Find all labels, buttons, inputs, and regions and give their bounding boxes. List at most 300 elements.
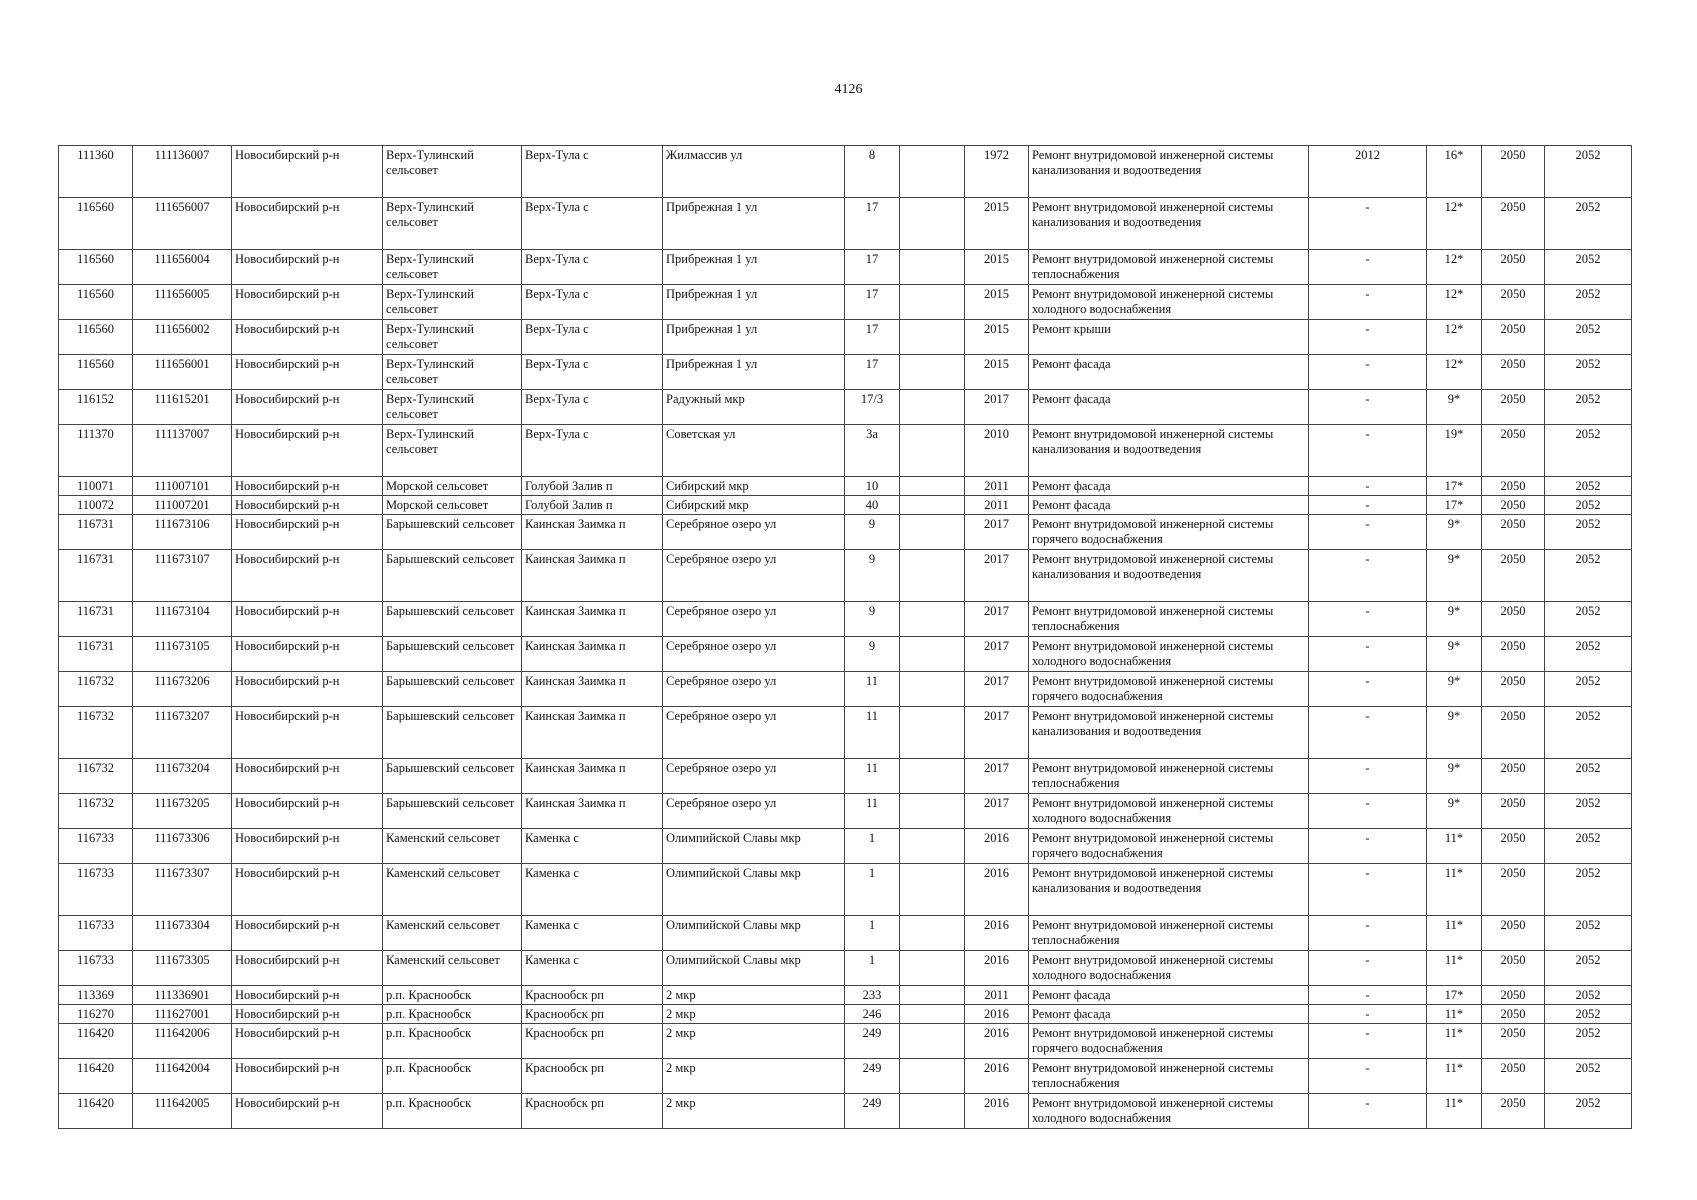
- cell-object-code: 111673305: [133, 951, 232, 986]
- cell-settlement: Верх-Тула с: [522, 390, 663, 425]
- repair-register-table: [58, 145, 1632, 1129]
- cell-building-part: [900, 250, 965, 285]
- cell-last-repair-year: -: [1309, 425, 1427, 477]
- cell-street: Прибрежная 1 ул: [663, 198, 845, 250]
- cell-wear-value: 17*: [1427, 477, 1482, 496]
- cell-settlement: Краснообск рп: [522, 1024, 663, 1059]
- cell-building-part: [900, 146, 965, 198]
- table-row: [59, 986, 1632, 1005]
- cell-wear-value: 11*: [1427, 1024, 1482, 1059]
- cell-district: Новосибирский р-н: [232, 1059, 383, 1094]
- cell-plan-start-year: 2050: [1482, 864, 1545, 916]
- page-number: 4126: [834, 82, 863, 97]
- cell-last-repair-year: -: [1309, 672, 1427, 707]
- cell-work-type: Ремонт внутридомовой инженерной системы холодного водоснабжения: [1029, 1094, 1309, 1129]
- cell-street: Серебряное озеро ул: [663, 550, 845, 602]
- cell-plan-start-year: 2050: [1482, 355, 1545, 390]
- cell-record-id: 111360: [59, 146, 133, 198]
- cell-wear-value: 12*: [1427, 198, 1482, 250]
- cell-build-year: 2016: [965, 864, 1029, 916]
- cell-record-id: 116732: [59, 759, 133, 794]
- cell-settlement: Верх-Тула с: [522, 146, 663, 198]
- cell-wear-value: 17*: [1427, 496, 1482, 515]
- cell-last-repair-year: -: [1309, 759, 1427, 794]
- cell-plan-start-year: 2050: [1482, 146, 1545, 198]
- cell-house-number: 9: [845, 637, 900, 672]
- cell-settlement: Каменка с: [522, 829, 663, 864]
- cell-plan-end-year: 2052: [1545, 707, 1632, 759]
- cell-plan-start-year: 2050: [1482, 477, 1545, 496]
- cell-record-id: 116731: [59, 550, 133, 602]
- cell-object-code: 111642006: [133, 1024, 232, 1059]
- cell-build-year: 2017: [965, 794, 1029, 829]
- cell-work-type: Ремонт фасада: [1029, 477, 1309, 496]
- cell-build-year: 2016: [965, 829, 1029, 864]
- cell-last-repair-year: -: [1309, 198, 1427, 250]
- table-row: [59, 198, 1632, 250]
- cell-record-id: 116732: [59, 794, 133, 829]
- cell-record-id: 116732: [59, 672, 133, 707]
- table-row: [59, 1059, 1632, 1094]
- cell-record-id: 116560: [59, 198, 133, 250]
- cell-object-code: 111656005: [133, 285, 232, 320]
- cell-building-part: [900, 285, 965, 320]
- cell-street: Серебряное озеро ул: [663, 515, 845, 550]
- table-row: [59, 1024, 1632, 1059]
- cell-settlement: Верх-Тула с: [522, 250, 663, 285]
- cell-plan-start-year: 2050: [1482, 602, 1545, 637]
- cell-record-id: 116731: [59, 602, 133, 637]
- cell-settlement: Голубой Залив п: [522, 496, 663, 515]
- cell-object-code: 111656004: [133, 250, 232, 285]
- cell-plan-start-year: 2050: [1482, 707, 1545, 759]
- cell-wear-value: 9*: [1427, 515, 1482, 550]
- cell-district: Новосибирский р-н: [232, 794, 383, 829]
- cell-district: Новосибирский р-н: [232, 602, 383, 637]
- cell-street: 2 мкр: [663, 1059, 845, 1094]
- cell-settlement: Краснообск рп: [522, 986, 663, 1005]
- cell-build-year: 2011: [965, 986, 1029, 1005]
- cell-street: Прибрежная 1 ул: [663, 355, 845, 390]
- cell-wear-value: 11*: [1427, 1005, 1482, 1024]
- cell-street: Сибирский мкр: [663, 496, 845, 515]
- cell-building-part: [900, 477, 965, 496]
- cell-work-type: Ремонт внутридомовой инженерной системы канализования и водоотведения: [1029, 146, 1309, 198]
- cell-object-code: 111673306: [133, 829, 232, 864]
- cell-work-type: Ремонт внутридомовой инженерной системы канализования и водоотведения: [1029, 707, 1309, 759]
- cell-municipality: Каменский сельсовет: [383, 916, 522, 951]
- cell-street: Олимпийской Славы мкр: [663, 864, 845, 916]
- cell-street: 2 мкр: [663, 1024, 845, 1059]
- cell-municipality: Морской сельсовет: [383, 496, 522, 515]
- cell-settlement: Краснообск рп: [522, 1005, 663, 1024]
- cell-plan-end-year: 2052: [1545, 285, 1632, 320]
- cell-object-code: 111673106: [133, 515, 232, 550]
- cell-plan-end-year: 2052: [1545, 829, 1632, 864]
- cell-building-part: [900, 602, 965, 637]
- cell-work-type: Ремонт крыши: [1029, 320, 1309, 355]
- cell-plan-end-year: 2052: [1545, 602, 1632, 637]
- cell-object-code: 111627001: [133, 1005, 232, 1024]
- cell-object-code: 111007201: [133, 496, 232, 515]
- cell-settlement: Каинская Заимка п: [522, 707, 663, 759]
- cell-house-number: 17: [845, 250, 900, 285]
- cell-work-type: Ремонт внутридомовой инженерной системы теплоснабжения: [1029, 602, 1309, 637]
- cell-building-part: [900, 986, 965, 1005]
- cell-last-repair-year: -: [1309, 1059, 1427, 1094]
- cell-street: Радужный мкр: [663, 390, 845, 425]
- cell-settlement: Каинская Заимка п: [522, 637, 663, 672]
- table-row: [59, 829, 1632, 864]
- cell-building-part: [900, 550, 965, 602]
- cell-object-code: 111642004: [133, 1059, 232, 1094]
- cell-building-part: [900, 707, 965, 759]
- cell-district: Новосибирский р-н: [232, 355, 383, 390]
- cell-house-number: 9: [845, 602, 900, 637]
- cell-record-id: 116732: [59, 707, 133, 759]
- cell-last-repair-year: -: [1309, 916, 1427, 951]
- cell-municipality: р.п. Краснообск: [383, 1059, 522, 1094]
- table-row: [59, 602, 1632, 637]
- cell-object-code: 111656002: [133, 320, 232, 355]
- cell-object-code: 111656001: [133, 355, 232, 390]
- cell-plan-start-year: 2050: [1482, 986, 1545, 1005]
- cell-work-type: Ремонт внутридомовой инженерной системы теплоснабжения: [1029, 1059, 1309, 1094]
- cell-settlement: Каинская Заимка п: [522, 550, 663, 602]
- cell-district: Новосибирский р-н: [232, 285, 383, 320]
- cell-build-year: 2016: [965, 951, 1029, 986]
- cell-record-id: 116420: [59, 1024, 133, 1059]
- cell-district: Новосибирский р-н: [232, 916, 383, 951]
- cell-house-number: 1: [845, 951, 900, 986]
- cell-build-year: 2015: [965, 320, 1029, 355]
- cell-wear-value: 9*: [1427, 672, 1482, 707]
- cell-build-year: 2017: [965, 637, 1029, 672]
- cell-plan-end-year: 2052: [1545, 425, 1632, 477]
- cell-municipality: р.п. Краснообск: [383, 1005, 522, 1024]
- cell-municipality: Барышевский сельсовет: [383, 515, 522, 550]
- cell-plan-start-year: 2050: [1482, 951, 1545, 986]
- cell-build-year: 2016: [965, 1059, 1029, 1094]
- table-row: [59, 1094, 1632, 1129]
- cell-house-number: 17: [845, 320, 900, 355]
- cell-municipality: р.п. Краснообск: [383, 1024, 522, 1059]
- cell-build-year: 2017: [965, 759, 1029, 794]
- table-row: [59, 320, 1632, 355]
- cell-plan-end-year: 2052: [1545, 986, 1632, 1005]
- table-row: [59, 496, 1632, 515]
- cell-municipality: Верх-Тулинский сельсовет: [383, 320, 522, 355]
- cell-last-repair-year: -: [1309, 986, 1427, 1005]
- cell-last-repair-year: -: [1309, 602, 1427, 637]
- cell-wear-value: 12*: [1427, 250, 1482, 285]
- cell-settlement: Каинская Заимка п: [522, 759, 663, 794]
- cell-wear-value: 9*: [1427, 794, 1482, 829]
- cell-plan-end-year: 2052: [1545, 250, 1632, 285]
- cell-municipality: Верх-Тулинский сельсовет: [383, 146, 522, 198]
- cell-wear-value: 11*: [1427, 1094, 1482, 1129]
- cell-object-code: 111673105: [133, 637, 232, 672]
- cell-settlement: Голубой Залив п: [522, 477, 663, 496]
- table-row: [59, 146, 1632, 198]
- cell-object-code: 111642005: [133, 1094, 232, 1129]
- cell-build-year: 2011: [965, 477, 1029, 496]
- cell-street: Советская ул: [663, 425, 845, 477]
- cell-municipality: Верх-Тулинский сельсовет: [383, 355, 522, 390]
- cell-wear-value: 9*: [1427, 602, 1482, 637]
- cell-street: Прибрежная 1 ул: [663, 285, 845, 320]
- cell-settlement: Каинская Заимка п: [522, 515, 663, 550]
- cell-plan-end-year: 2052: [1545, 355, 1632, 390]
- cell-build-year: 2015: [965, 250, 1029, 285]
- cell-plan-start-year: 2050: [1482, 1094, 1545, 1129]
- cell-plan-end-year: 2052: [1545, 759, 1632, 794]
- table-row: [59, 707, 1632, 759]
- cell-wear-value: 16*: [1427, 146, 1482, 198]
- cell-record-id: 111370: [59, 425, 133, 477]
- table-row: [59, 672, 1632, 707]
- cell-building-part: [900, 759, 965, 794]
- cell-last-repair-year: 2012: [1309, 146, 1427, 198]
- cell-building-part: [900, 794, 965, 829]
- cell-plan-end-year: 2052: [1545, 916, 1632, 951]
- cell-record-id: 116270: [59, 1005, 133, 1024]
- cell-build-year: 2017: [965, 390, 1029, 425]
- cell-building-part: [900, 1094, 965, 1129]
- cell-house-number: 17: [845, 285, 900, 320]
- cell-object-code: 111673204: [133, 759, 232, 794]
- cell-settlement: Каинская Заимка п: [522, 672, 663, 707]
- table-row: [59, 550, 1632, 602]
- cell-plan-start-year: 2050: [1482, 496, 1545, 515]
- cell-wear-value: 9*: [1427, 759, 1482, 794]
- cell-last-repair-year: -: [1309, 515, 1427, 550]
- cell-object-code: 111673207: [133, 707, 232, 759]
- cell-wear-value: 9*: [1427, 707, 1482, 759]
- cell-municipality: Каменский сельсовет: [383, 951, 522, 986]
- cell-settlement: Верх-Тула с: [522, 355, 663, 390]
- cell-build-year: 2016: [965, 1024, 1029, 1059]
- cell-settlement: Верх-Тула с: [522, 425, 663, 477]
- cell-plan-start-year: 2050: [1482, 672, 1545, 707]
- table-row: [59, 477, 1632, 496]
- cell-house-number: 9: [845, 550, 900, 602]
- cell-street: Сибирский мкр: [663, 477, 845, 496]
- cell-street: Олимпийской Славы мкр: [663, 916, 845, 951]
- cell-house-number: 249: [845, 1059, 900, 1094]
- cell-plan-start-year: 2050: [1482, 1059, 1545, 1094]
- cell-plan-start-year: 2050: [1482, 637, 1545, 672]
- cell-street: Серебряное озеро ул: [663, 672, 845, 707]
- cell-record-id: 116420: [59, 1094, 133, 1129]
- cell-house-number: 249: [845, 1094, 900, 1129]
- cell-wear-value: 12*: [1427, 355, 1482, 390]
- cell-work-type: Ремонт фасада: [1029, 1005, 1309, 1024]
- cell-record-id: 116733: [59, 829, 133, 864]
- cell-work-type: Ремонт фасада: [1029, 986, 1309, 1005]
- cell-settlement: Каменка с: [522, 951, 663, 986]
- cell-street: Серебряное озеро ул: [663, 759, 845, 794]
- cell-settlement: Верх-Тула с: [522, 285, 663, 320]
- cell-street: Серебряное озеро ул: [663, 602, 845, 637]
- cell-district: Новосибирский р-н: [232, 637, 383, 672]
- cell-plan-end-year: 2052: [1545, 637, 1632, 672]
- cell-district: Новосибирский р-н: [232, 672, 383, 707]
- cell-plan-end-year: 2052: [1545, 1024, 1632, 1059]
- table-row: [59, 794, 1632, 829]
- cell-plan-end-year: 2052: [1545, 515, 1632, 550]
- table-row: [59, 390, 1632, 425]
- cell-last-repair-year: -: [1309, 707, 1427, 759]
- cell-municipality: Каменский сельсовет: [383, 864, 522, 916]
- cell-work-type: Ремонт внутридомовой инженерной системы горячего водоснабжения: [1029, 672, 1309, 707]
- cell-plan-end-year: 2052: [1545, 550, 1632, 602]
- cell-plan-end-year: 2052: [1545, 672, 1632, 707]
- cell-district: Новосибирский р-н: [232, 550, 383, 602]
- cell-building-part: [900, 672, 965, 707]
- cell-object-code: 111615201: [133, 390, 232, 425]
- cell-build-year: 2015: [965, 355, 1029, 390]
- cell-plan-start-year: 2050: [1482, 250, 1545, 285]
- table-row: [59, 916, 1632, 951]
- table-body: [59, 146, 1632, 1129]
- cell-street: 2 мкр: [663, 986, 845, 1005]
- cell-object-code: 111336901: [133, 986, 232, 1005]
- cell-municipality: Барышевский сельсовет: [383, 602, 522, 637]
- cell-build-year: 2017: [965, 550, 1029, 602]
- cell-district: Новосибирский р-н: [232, 759, 383, 794]
- cell-district: Новосибирский р-н: [232, 1094, 383, 1129]
- cell-record-id: 113369: [59, 986, 133, 1005]
- cell-wear-value: 12*: [1427, 320, 1482, 355]
- cell-house-number: 9: [845, 515, 900, 550]
- cell-work-type: Ремонт внутридомовой инженерной системы горячего водоснабжения: [1029, 1024, 1309, 1059]
- cell-municipality: Верх-Тулинский сельсовет: [383, 390, 522, 425]
- cell-settlement: Каменка с: [522, 864, 663, 916]
- cell-plan-end-year: 2052: [1545, 477, 1632, 496]
- cell-district: Новосибирский р-н: [232, 320, 383, 355]
- cell-district: Новосибирский р-н: [232, 707, 383, 759]
- cell-object-code: 111673304: [133, 916, 232, 951]
- cell-build-year: 1972: [965, 146, 1029, 198]
- cell-district: Новосибирский р-н: [232, 477, 383, 496]
- cell-record-id: 116733: [59, 916, 133, 951]
- cell-build-year: 2015: [965, 198, 1029, 250]
- cell-house-number: 8: [845, 146, 900, 198]
- cell-record-id: 116420: [59, 1059, 133, 1094]
- cell-work-type: Ремонт внутридомовой инженерной системы холодного водоснабжения: [1029, 794, 1309, 829]
- cell-object-code: 111673205: [133, 794, 232, 829]
- cell-work-type: Ремонт фасада: [1029, 355, 1309, 390]
- cell-last-repair-year: -: [1309, 951, 1427, 986]
- cell-wear-value: 19*: [1427, 425, 1482, 477]
- cell-last-repair-year: -: [1309, 320, 1427, 355]
- cell-building-part: [900, 355, 965, 390]
- cell-municipality: Каменский сельсовет: [383, 829, 522, 864]
- cell-plan-end-year: 2052: [1545, 198, 1632, 250]
- cell-district: Новосибирский р-н: [232, 1024, 383, 1059]
- cell-street: Серебряное озеро ул: [663, 707, 845, 759]
- cell-municipality: Морской сельсовет: [383, 477, 522, 496]
- cell-street: Прибрежная 1 ул: [663, 250, 845, 285]
- cell-district: Новосибирский р-н: [232, 390, 383, 425]
- cell-street: Олимпийской Славы мкр: [663, 829, 845, 864]
- table-row: [59, 864, 1632, 916]
- cell-record-id: 116733: [59, 864, 133, 916]
- cell-work-type: Ремонт внутридомовой инженерной системы холодного водоснабжения: [1029, 637, 1309, 672]
- cell-work-type: Ремонт фасада: [1029, 390, 1309, 425]
- cell-plan-start-year: 2050: [1482, 198, 1545, 250]
- cell-street: 2 мкр: [663, 1005, 845, 1024]
- cell-municipality: Барышевский сельсовет: [383, 707, 522, 759]
- cell-record-id: 116152: [59, 390, 133, 425]
- cell-wear-value: 11*: [1427, 1059, 1482, 1094]
- cell-house-number: 1: [845, 916, 900, 951]
- cell-plan-start-year: 2050: [1482, 425, 1545, 477]
- cell-plan-start-year: 2050: [1482, 1005, 1545, 1024]
- table-row: [59, 250, 1632, 285]
- cell-district: Новосибирский р-н: [232, 425, 383, 477]
- cell-build-year: 2017: [965, 707, 1029, 759]
- cell-street: Серебряное озеро ул: [663, 637, 845, 672]
- cell-house-number: 11: [845, 794, 900, 829]
- cell-district: Новосибирский р-н: [232, 1005, 383, 1024]
- cell-building-part: [900, 1005, 965, 1024]
- cell-wear-value: 11*: [1427, 864, 1482, 916]
- cell-building-part: [900, 515, 965, 550]
- cell-plan-end-year: 2052: [1545, 794, 1632, 829]
- cell-street: Олимпийской Славы мкр: [663, 951, 845, 986]
- cell-record-id: 116731: [59, 515, 133, 550]
- cell-work-type: Ремонт внутридомовой инженерной системы канализования и водоотведения: [1029, 425, 1309, 477]
- cell-settlement: Краснообск рп: [522, 1094, 663, 1129]
- cell-building-part: [900, 425, 965, 477]
- table-row: [59, 355, 1632, 390]
- cell-plan-start-year: 2050: [1482, 285, 1545, 320]
- cell-municipality: Верх-Тулинский сельсовет: [383, 250, 522, 285]
- cell-object-code: 111673104: [133, 602, 232, 637]
- cell-plan-start-year: 2050: [1482, 550, 1545, 602]
- cell-building-part: [900, 1024, 965, 1059]
- cell-municipality: Барышевский сельсовет: [383, 759, 522, 794]
- cell-build-year: 2017: [965, 672, 1029, 707]
- cell-building-part: [900, 1059, 965, 1094]
- cell-municipality: Верх-Тулинский сельсовет: [383, 198, 522, 250]
- cell-municipality: Верх-Тулинский сельсовет: [383, 285, 522, 320]
- cell-wear-value: 12*: [1427, 285, 1482, 320]
- table-row: [59, 759, 1632, 794]
- cell-build-year: 2016: [965, 1094, 1029, 1129]
- cell-work-type: Ремонт внутридомовой инженерной системы теплоснабжения: [1029, 250, 1309, 285]
- cell-building-part: [900, 198, 965, 250]
- cell-district: Новосибирский р-н: [232, 829, 383, 864]
- cell-record-id: 116560: [59, 285, 133, 320]
- cell-district: Новосибирский р-н: [232, 496, 383, 515]
- cell-wear-value: 9*: [1427, 637, 1482, 672]
- cell-plan-start-year: 2050: [1482, 794, 1545, 829]
- cell-settlement: Верх-Тула с: [522, 320, 663, 355]
- table-row: [59, 1005, 1632, 1024]
- cell-settlement: Каинская Заимка п: [522, 602, 663, 637]
- cell-building-part: [900, 829, 965, 864]
- cell-last-repair-year: -: [1309, 829, 1427, 864]
- cell-building-part: [900, 637, 965, 672]
- cell-last-repair-year: -: [1309, 250, 1427, 285]
- cell-municipality: р.п. Краснообск: [383, 986, 522, 1005]
- cell-municipality: Барышевский сельсовет: [383, 637, 522, 672]
- cell-object-code: 111656007: [133, 198, 232, 250]
- cell-plan-end-year: 2052: [1545, 951, 1632, 986]
